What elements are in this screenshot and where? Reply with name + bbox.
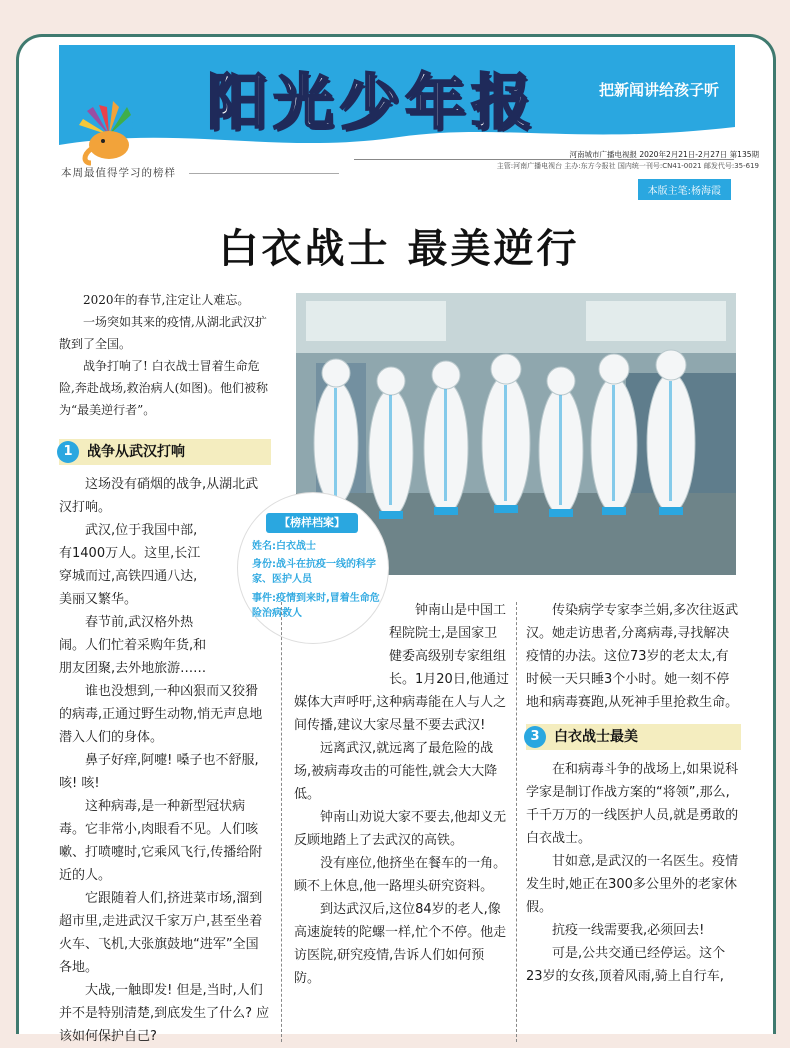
column-2 <box>294 599 509 990</box>
newspaper-page <box>16 34 776 1044</box>
paragraph: 远离武汉,就远离了最危险的战场,被病毒攻击的可能性,就会大大降低。 <box>294 741 498 802</box>
paragraph: 在和病毒斗争的战场上,如果说科学家是制订作战方案的“将领”,那么,千千万万的一线医护人员,就是勇敢的白衣战士。 <box>526 762 739 846</box>
section-number: 3 <box>524 726 546 748</box>
editor-badge: 本版主笔:杨海霞 <box>638 179 731 200</box>
profile-identity: 身份:战斗在抗疫一线的科学家、医护人员 <box>252 559 376 585</box>
column-3 <box>526 599 741 988</box>
newspaper-title: 阳光少年报 <box>207 68 537 138</box>
section-title: 战争从武汉打响 <box>87 443 185 460</box>
column-divider <box>281 602 282 1042</box>
header-rule <box>354 159 734 160</box>
paragraph: 这场没有硝烟的战争,从湖北武汉打响。 <box>59 477 259 515</box>
issue-line: 河南城市广播电视报 2020年2月21日-2月27日 第135期 <box>569 150 759 159</box>
paragraph: 它跟随着人们,挤进菜市场,溜到超市里,走进武汉千家万户,甚至坐着火车、飞机,大张旗鼓地“进军”全国各地。 <box>59 891 263 975</box>
paragraph: 钟南山是中国工程院院士,是国家卫健委高级别专家组组长。1月20日,他通过媒体大声呼吁,这种病毒能在人与人之间传播,建议大家尽量不要去武汉! <box>294 603 509 733</box>
publisher-info: 主管:河南广播电视台 主办:东方今报社 国内统一刊号:CN41-0021 邮发代号:35-619 <box>496 162 759 170</box>
profile-deed: 事件:疫情到来时,冒着生命危险治病救人 <box>252 593 380 619</box>
paragraph: 抗疫一线需要我,必须回去! <box>552 923 705 938</box>
section-1-heading <box>59 439 271 465</box>
paragraph: 没有座位,他挤坐在餐车的一角。顾不上休息,他一路埋头研究资料。 <box>294 856 507 894</box>
newspaper-slogan: 把新闻讲给孩子听 <box>598 81 719 99</box>
intro-paragraph: 战争打响了! 白衣战士冒着生命危险,奔赴战场,救治病人(如图)。他们被称为“最美逆行者”。 <box>59 359 268 417</box>
paragraph: 甘如意,是武汉的一名医生。疫情发生时,她正在300多公里外的老家休假。 <box>526 854 739 915</box>
paragraph: 可是,公共交通已经停运。这个23岁的女孩,顶着风雨,骑上自行车, <box>526 946 726 984</box>
section-number: 1 <box>57 441 79 463</box>
profile-tag: 【榜样档案】 <box>266 513 358 533</box>
weekly-tag: 本周最值得学习的榜样 <box>61 167 176 179</box>
paragraph: 谁也没想到,一种凶狠而又狡猾的病毒,正通过野生动物,悄无声息地潜入人们的身体。 <box>59 684 263 745</box>
paragraph: 大战,一触即发! 但是,当时,人们并不是特别清楚,到底发生了什么? 应该如何保护自己? <box>59 983 270 1044</box>
column-divider <box>516 602 517 1042</box>
paragraph: 春节前,武汉格外热闹。人们忙着采购年货,和朋友团聚,去外地旅游…… <box>59 615 207 676</box>
paragraph: 鼻子好痒,阿嚏! 嗓子也不舒服,咳! 咳! <box>59 753 259 791</box>
paragraph: 到达武汉后,这位84岁的老人,像高速旋转的陀螺一样,忙个不停。他走访医院,研究疫情,告诉人们如何预防。 <box>294 902 507 986</box>
text-wrap-space <box>294 599 389 691</box>
section-title: 白衣战士最美 <box>554 728 638 745</box>
profile-name: 姓名:白衣战士 <box>252 541 316 552</box>
weekly-rule <box>189 173 339 174</box>
paragraph: 武汉,位于我国中部,有1400万人。这里,长江穿城而过,高铁四通八达,美丽又繁华。 <box>59 523 201 607</box>
paragraph: 钟南山劝说大家不要去,他却义无反顾地踏上了去武汉的高铁。 <box>294 810 507 848</box>
intro-paragraph: 2020年的春节,注定让人难忘。 <box>83 293 250 307</box>
intro-paragraph: 一场突如其来的疫情,从湖北武汉扩散到了全国。 <box>59 315 267 351</box>
sun-elephant-logo <box>69 97 149 167</box>
headline: 白衣战士 最美逆行 <box>218 226 580 272</box>
paragraph: 传染病学专家李兰娟,多次往返武汉。她走访患者,分离病毒,寻找解决疫情的办法。这位73岁的老太太,有时候一天只睡3个小时。她一刻不停地和病毒赛跑,从死神手里抢救生命。 <box>526 603 739 710</box>
masthead <box>59 45 735 155</box>
intro-text <box>59 289 274 421</box>
paragraph: 这种病毒,是一种新型冠状病毒。它非常小,肉眼看不见。人们咳嗽、打喷嚏时,它乘风飞行,传播给附近的人。 <box>59 799 263 883</box>
section-3-heading <box>526 724 741 750</box>
column-1 <box>59 429 271 1048</box>
